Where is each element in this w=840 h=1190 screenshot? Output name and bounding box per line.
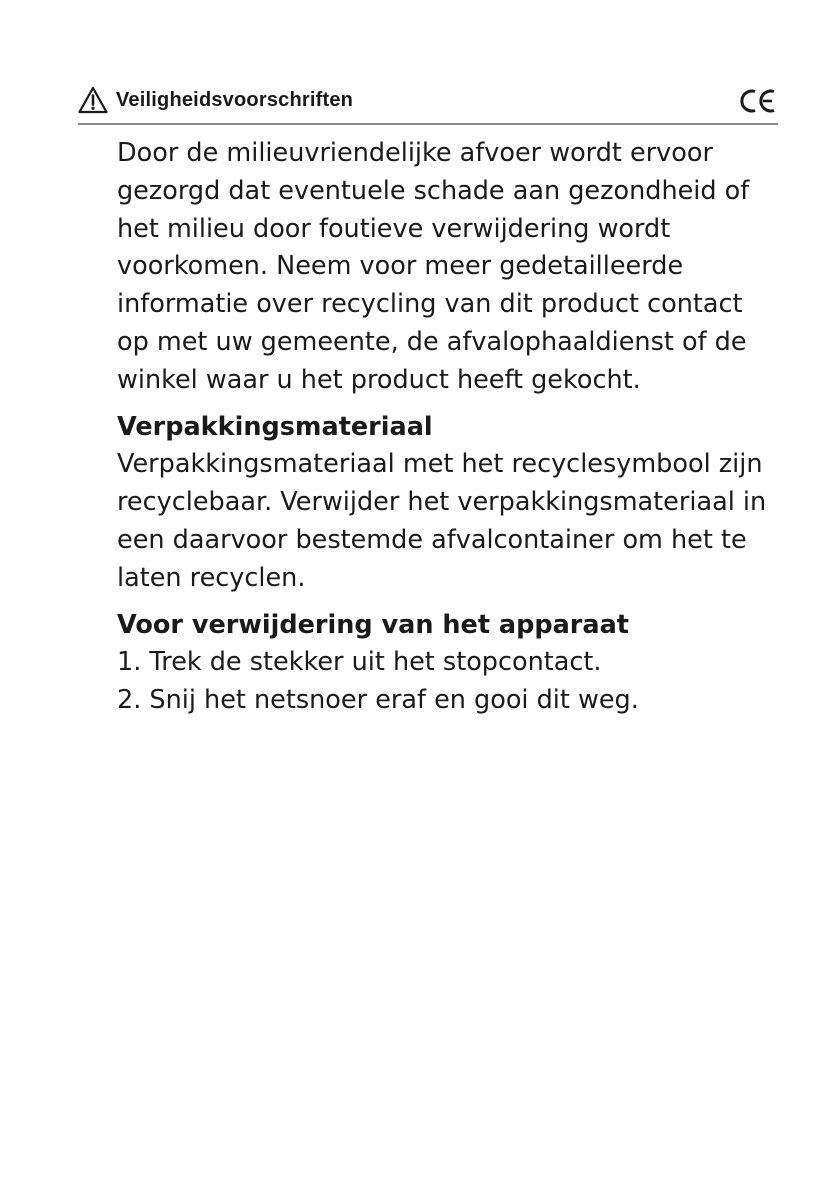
disposal-heading: Voor verwijdering van het apparaat — [117, 609, 629, 640]
intro-paragraph: Door de milieuvriendelijke afvoer wordt ervoor gezorgd dat eventuele schade aan gezondheid of het milieu door foutieve verwijdering wordt voorkomen. Neem voor meer gedetailleerde informatie over recycling van dit product contact op met uw gemeente, de afvalophaaldienst of de winkel waar u het product heeft gekocht. — [117, 138, 750, 395]
ce-mark-icon — [738, 87, 778, 115]
packaging-paragraph: Verpakkingsmateriaal met het recyclesymbool zijn recyclebaar. Verwijder het verpakkingsmateriaal in een daarvoor bestemde afvalcontainer om het te laten recyclen. — [117, 449, 767, 593]
header-divider — [78, 123, 778, 125]
list-item: 1. Trek de stekker uit het stopcontact. — [117, 647, 602, 678]
document-body — [117, 135, 777, 720]
section-title: Veiligheidsvoorschriften — [116, 89, 354, 111]
warning-triangle-icon — [78, 86, 108, 114]
page-header — [78, 84, 778, 126]
disposal-steps — [117, 644, 777, 720]
packaging-heading: Verpakkingsmateriaal — [117, 411, 433, 442]
list-item: 2. Snij het netsnoer eraf en gooi dit weg. — [117, 685, 639, 716]
